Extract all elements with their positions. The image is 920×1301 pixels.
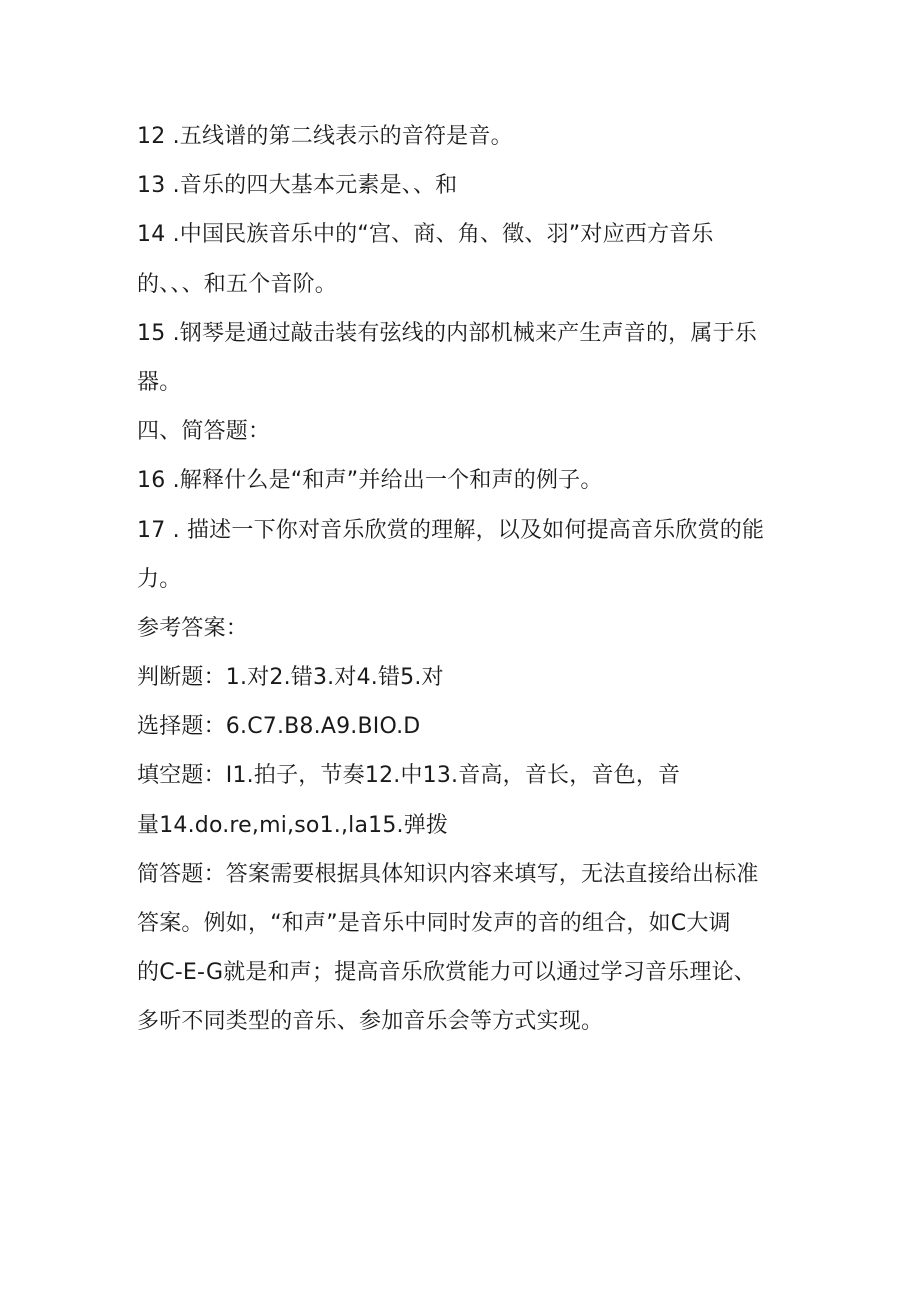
question-13: 13 .音乐的四大基本元素是、、和 <box>137 173 458 199</box>
question-14-continued: 的、、、和五个音阶。 <box>137 271 338 297</box>
question-15-continued: 器。 <box>137 369 182 395</box>
answer-fill-blank: 填空题：I1.拍子，节奏12.中13.音高，音长，音色，音 <box>137 763 681 789</box>
answer-multiple-choice: 选择题：6.C7.B8.A9.BIO.D <box>137 714 421 740</box>
question-17-continued: 力。 <box>137 566 182 592</box>
document-body <box>137 112 797 1047</box>
question-15: 15 .钢琴是通过敲击装有弦线的内部机械来产生声音的，属于乐 <box>137 320 757 346</box>
answer-true-false: 判断题：1.对2.错3.对4.错5.对 <box>137 665 444 691</box>
question-14: 14 .中国民族音乐中的“宫、商、角、徵、羽”对应西方音乐 <box>137 222 714 248</box>
answer-fill-blank-continued: 量14.do.re,mi,so1.,la15.弹拨 <box>137 812 449 838</box>
answer-short-answer-line-2: 答案。例如，“和声”是音乐中同时发声的音的组合，如C大调 <box>137 911 731 936</box>
answers-heading: 参考答案： <box>137 615 249 641</box>
answer-short-answer: 简答题：答案需要根据具体知识内容来填写，无法直接给出标准 <box>137 861 759 887</box>
section-heading-short-answer: 四、简答题： <box>137 419 271 445</box>
question-17: 17 . 描述一下你对音乐欣赏的理解，以及如何提高音乐欣赏的能 <box>137 517 765 543</box>
question-12: 12 .五线谱的第二线表示的音符是音。 <box>137 124 513 149</box>
answer-short-answer-line-4: 多听不同类型的音乐、参加音乐会等方式实现。 <box>137 1009 604 1035</box>
answer-short-answer-line-3: 的C-E-G就是和声；提高音乐欣赏能力可以通过学习音乐理论、 <box>137 960 756 986</box>
question-16: 16 .解释什么是“和声”并给出一个和声的例子。 <box>137 468 603 494</box>
